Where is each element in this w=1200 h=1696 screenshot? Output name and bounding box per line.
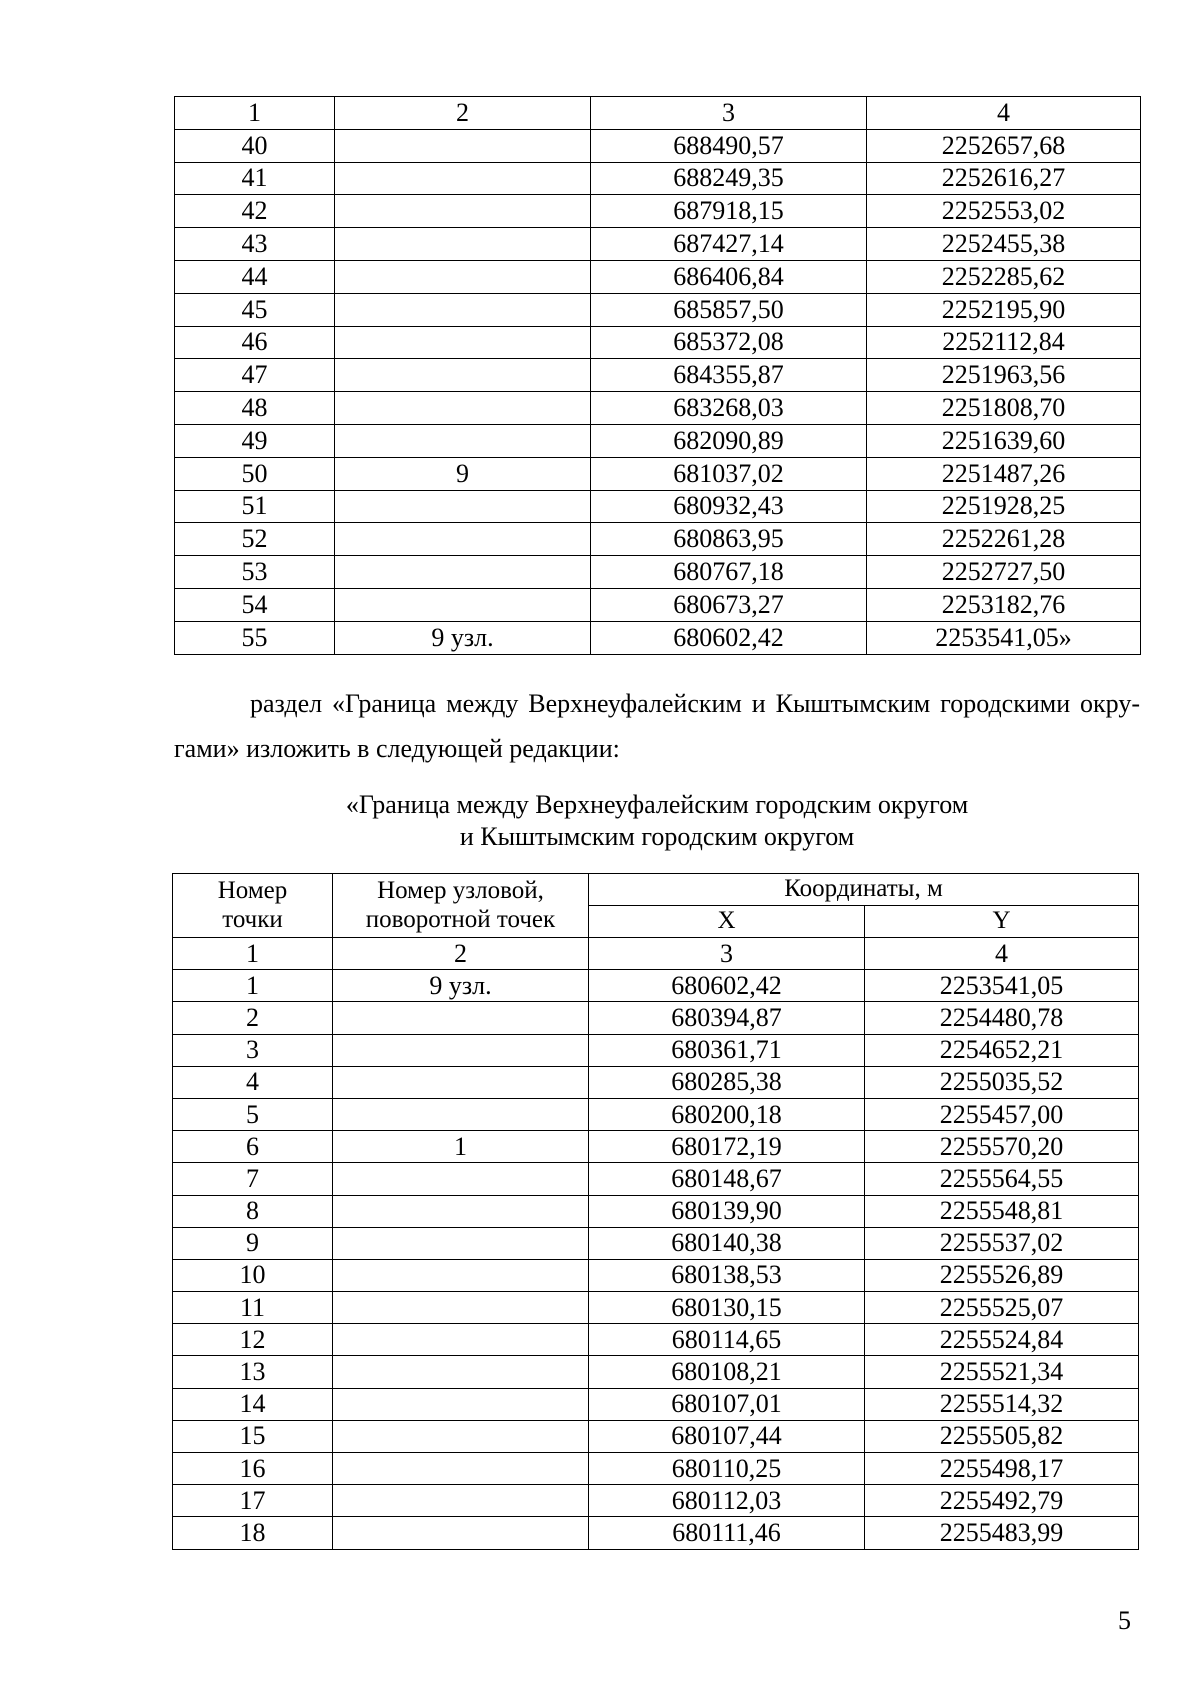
node-number-cell [335, 556, 591, 589]
x-coordinate-cell: 680200,18 [589, 1098, 865, 1130]
y-coordinate-cell: 2252657,68 [867, 129, 1141, 162]
x-coordinate-cell: 680932,43 [591, 490, 867, 523]
table-row [173, 1420, 1139, 1452]
section-title-line-2: и Кыштымским городским округом [459, 822, 855, 851]
y-coordinate-cell: 2255505,82 [865, 1420, 1139, 1452]
x-coordinate-cell: 680673,27 [591, 588, 867, 621]
node-number-cell [335, 129, 591, 162]
y-coordinate-cell: 2255035,52 [865, 1066, 1139, 1098]
y-coordinate-cell: 2252195,90 [867, 293, 1141, 326]
point-number-cell: 5 [173, 1098, 333, 1130]
y-coordinate-cell: 2255564,55 [865, 1163, 1139, 1195]
node-number-cell [333, 1227, 589, 1259]
table-row [175, 162, 1141, 195]
column-number-cell: 2 [333, 938, 589, 970]
x-coordinate-cell: 680140,38 [589, 1227, 865, 1259]
column-number-cell: 4 [867, 97, 1141, 130]
x-coordinate-cell: 682090,89 [591, 424, 867, 457]
y-coordinate-cell: 2251928,25 [867, 490, 1141, 523]
column-number-cell: 2 [335, 97, 591, 130]
node-number-cell [333, 1485, 589, 1517]
table-row [175, 457, 1141, 490]
point-number-cell: 7 [173, 1163, 333, 1195]
paragraph-line-1: раздел «Граница между Верхнеуфалейским и Кыштымским городскими окру- [250, 689, 1140, 718]
table-row [173, 1292, 1139, 1324]
node-number-cell: 9 [335, 457, 591, 490]
y-coordinate-cell: 2255525,07 [865, 1292, 1139, 1324]
point-number-cell: 6 [173, 1131, 333, 1163]
point-number-cell: 11 [173, 1292, 333, 1324]
point-number-cell: 49 [175, 424, 335, 457]
y-coordinate-cell: 2253541,05 [865, 970, 1139, 1002]
node-number-cell [335, 490, 591, 523]
point-number-cell: 48 [175, 392, 335, 425]
point-number-cell: 13 [173, 1356, 333, 1388]
point-number-cell: 55 [175, 621, 335, 654]
point-number-cell: 47 [175, 359, 335, 392]
x-coordinate-cell: 685857,50 [591, 293, 867, 326]
x-coordinate-cell: 680110,25 [589, 1453, 865, 1485]
table-row [173, 1098, 1139, 1130]
node-number-cell [333, 1259, 589, 1291]
y-coordinate-cell: 2252261,28 [867, 523, 1141, 556]
node-number-cell [335, 195, 591, 228]
x-coordinate-cell: 680130,15 [589, 1292, 865, 1324]
x-coordinate-cell: 680863,95 [591, 523, 867, 556]
table-row [175, 392, 1141, 425]
y-coordinate-cell: 2252112,84 [867, 326, 1141, 359]
node-number-cell [333, 1034, 589, 1066]
table-row [173, 1066, 1139, 1098]
node-number-cell [333, 1388, 589, 1420]
x-coordinate-cell: 683268,03 [591, 392, 867, 425]
node-number-cell [335, 162, 591, 195]
node-number-cell [333, 1420, 589, 1452]
column-number-cell: 1 [175, 97, 335, 130]
point-number-cell: 54 [175, 588, 335, 621]
point-number-cell: 51 [175, 490, 335, 523]
y-coordinate-cell: 2251487,26 [867, 457, 1141, 490]
x-coordinate-cell: 680361,71 [589, 1034, 865, 1066]
node-number-cell [335, 359, 591, 392]
node-number-cell [333, 1453, 589, 1485]
y-coordinate-cell: 2252455,38 [867, 228, 1141, 261]
column-number-cell: 3 [591, 97, 867, 130]
x-coordinate-cell: 680139,90 [589, 1195, 865, 1227]
point-number-cell: 15 [173, 1420, 333, 1452]
y-coordinate-cell: 2255570,20 [865, 1131, 1139, 1163]
y-coordinate-cell: 2255521,34 [865, 1356, 1139, 1388]
x-coordinate-cell: 680602,42 [589, 970, 865, 1002]
x-coordinate-cell: 680107,01 [589, 1388, 865, 1420]
y-coordinate-cell: 2252727,50 [867, 556, 1141, 589]
point-number-cell: 2 [173, 1002, 333, 1034]
table-row [175, 326, 1141, 359]
table-row [175, 621, 1141, 654]
paragraph-line-2: гами» изложить в следующей редакции: [174, 734, 620, 763]
node-number-cell [333, 1324, 589, 1356]
point-number-cell: 16 [173, 1453, 333, 1485]
y-header: Y [865, 906, 1139, 938]
x-coordinate-cell: 680148,67 [589, 1163, 865, 1195]
x-coordinate-cell: 680285,38 [589, 1066, 865, 1098]
point-number-cell: 9 [173, 1227, 333, 1259]
x-coordinate-cell: 686406,84 [591, 260, 867, 293]
x-coordinate-cell: 680107,44 [589, 1420, 865, 1452]
x-coordinate-cell: 681037,02 [591, 457, 867, 490]
node-number-cell [333, 1195, 589, 1227]
y-coordinate-cell: 2255537,02 [865, 1227, 1139, 1259]
x-coordinate-cell: 680767,18 [591, 556, 867, 589]
node-number-cell [333, 1292, 589, 1324]
point-number-cell: 10 [173, 1259, 333, 1291]
point-number-cell: 12 [173, 1324, 333, 1356]
table-row [175, 129, 1141, 162]
x-coordinate-cell: 684355,87 [591, 359, 867, 392]
point-number-cell: 50 [175, 457, 335, 490]
table-row [173, 1324, 1139, 1356]
point-number-cell: 17 [173, 1485, 333, 1517]
node-number-cell [335, 293, 591, 326]
table-row [175, 523, 1141, 556]
boundary-coordinates-table [172, 873, 1139, 1550]
table-row [175, 260, 1141, 293]
column-number-row [173, 938, 1139, 970]
table-row [173, 1227, 1139, 1259]
node-number-cell [335, 228, 591, 261]
x-coordinate-cell: 680108,21 [589, 1356, 865, 1388]
node-number-cell [333, 1002, 589, 1034]
x-coordinate-cell: 688249,35 [591, 162, 867, 195]
table-row [173, 1388, 1139, 1420]
table-body [175, 97, 1141, 655]
page-number: 5 [1118, 1606, 1131, 1635]
x-coordinate-cell: 687918,15 [591, 195, 867, 228]
table-row [173, 1517, 1139, 1549]
x-coordinate-cell: 688490,57 [591, 129, 867, 162]
node-number-cell: 9 узл. [333, 970, 589, 1002]
point-number-cell: 53 [175, 556, 335, 589]
x-coordinate-cell: 685372,08 [591, 326, 867, 359]
point-number-cell: 42 [175, 195, 335, 228]
table-row [173, 1163, 1139, 1195]
table-row [173, 1131, 1139, 1163]
column-number-row [175, 97, 1141, 130]
y-coordinate-cell: 2252616,27 [867, 162, 1141, 195]
table-row [175, 195, 1141, 228]
point-number-cell: 43 [175, 228, 335, 261]
y-coordinate-cell: 2255498,17 [865, 1453, 1139, 1485]
point-number-cell: 1 [173, 970, 333, 1002]
table-row [173, 1259, 1139, 1291]
x-coordinate-cell: 680602,42 [591, 621, 867, 654]
y-coordinate-cell: 2255526,89 [865, 1259, 1139, 1291]
y-coordinate-cell: 2251639,60 [867, 424, 1141, 457]
y-coordinate-cell: 2253541,05» [867, 621, 1141, 654]
y-coordinate-cell: 2255514,32 [865, 1388, 1139, 1420]
y-coordinate-cell: 2255492,79 [865, 1485, 1139, 1517]
column-number-cell: 4 [865, 938, 1139, 970]
node-number-cell: 9 узл. [335, 621, 591, 654]
y-coordinate-cell: 2252553,02 [867, 195, 1141, 228]
table-body [173, 874, 1139, 1550]
node-number-header: Номер узловой, поворотной точек [333, 874, 589, 938]
table-row [173, 1356, 1139, 1388]
point-number-cell: 18 [173, 1517, 333, 1549]
table-row [175, 556, 1141, 589]
table-row [175, 293, 1141, 326]
x-coordinate-cell: 680394,87 [589, 1002, 865, 1034]
node-number-cell [333, 1066, 589, 1098]
table-row [173, 1002, 1139, 1034]
node-number-cell [333, 1517, 589, 1549]
point-number-cell: 4 [173, 1066, 333, 1098]
y-coordinate-cell: 2255483,99 [865, 1517, 1139, 1549]
y-coordinate-cell: 2253182,76 [867, 588, 1141, 621]
point-number-header: Номер точки [173, 874, 333, 938]
point-number-cell: 14 [173, 1388, 333, 1420]
node-number-cell [335, 523, 591, 556]
node-number-cell [335, 424, 591, 457]
table-row [175, 359, 1141, 392]
header-row [173, 874, 1139, 906]
node-number-cell: 1 [333, 1131, 589, 1163]
y-coordinate-cell: 2251808,70 [867, 392, 1141, 425]
y-coordinate-cell: 2255524,84 [865, 1324, 1139, 1356]
x-coordinate-cell: 680138,53 [589, 1259, 865, 1291]
y-coordinate-cell: 2255548,81 [865, 1195, 1139, 1227]
table-row [173, 1195, 1139, 1227]
coordinates-table-continuation [174, 96, 1141, 655]
x-coordinate-cell: 680172,19 [589, 1131, 865, 1163]
y-coordinate-cell: 2251963,56 [867, 359, 1141, 392]
column-number-cell: 1 [173, 938, 333, 970]
table-row [173, 970, 1139, 1002]
y-coordinate-cell: 2255457,00 [865, 1098, 1139, 1130]
x-coordinate-cell: 687427,14 [591, 228, 867, 261]
section-title-line-1: «Граница между Верхнеуфалейским городским округом [345, 790, 969, 819]
point-number-cell: 45 [175, 293, 335, 326]
x-coordinate-cell: 680112,03 [589, 1485, 865, 1517]
table-row [175, 228, 1141, 261]
coordinates-header: Координаты, м [589, 874, 1139, 906]
y-coordinate-cell: 2254652,21 [865, 1034, 1139, 1066]
node-number-cell [335, 326, 591, 359]
point-number-cell: 41 [175, 162, 335, 195]
x-coordinate-cell: 680111,46 [589, 1517, 865, 1549]
point-number-cell: 40 [175, 129, 335, 162]
y-coordinate-cell: 2252285,62 [867, 260, 1141, 293]
node-number-cell [333, 1098, 589, 1130]
node-number-cell [333, 1356, 589, 1388]
table-row [175, 424, 1141, 457]
x-header: X [589, 906, 865, 938]
x-coordinate-cell: 680114,65 [589, 1324, 865, 1356]
point-number-cell: 46 [175, 326, 335, 359]
column-number-cell: 3 [589, 938, 865, 970]
table-row [175, 490, 1141, 523]
node-number-cell [335, 392, 591, 425]
point-number-cell: 8 [173, 1195, 333, 1227]
node-number-cell [335, 588, 591, 621]
node-number-cell [333, 1163, 589, 1195]
table-row [173, 1453, 1139, 1485]
point-number-cell: 3 [173, 1034, 333, 1066]
point-number-cell: 52 [175, 523, 335, 556]
y-coordinate-cell: 2254480,78 [865, 1002, 1139, 1034]
table-row [173, 1485, 1139, 1517]
table-row [175, 588, 1141, 621]
table-row [173, 1034, 1139, 1066]
point-number-cell: 44 [175, 260, 335, 293]
node-number-cell [335, 260, 591, 293]
